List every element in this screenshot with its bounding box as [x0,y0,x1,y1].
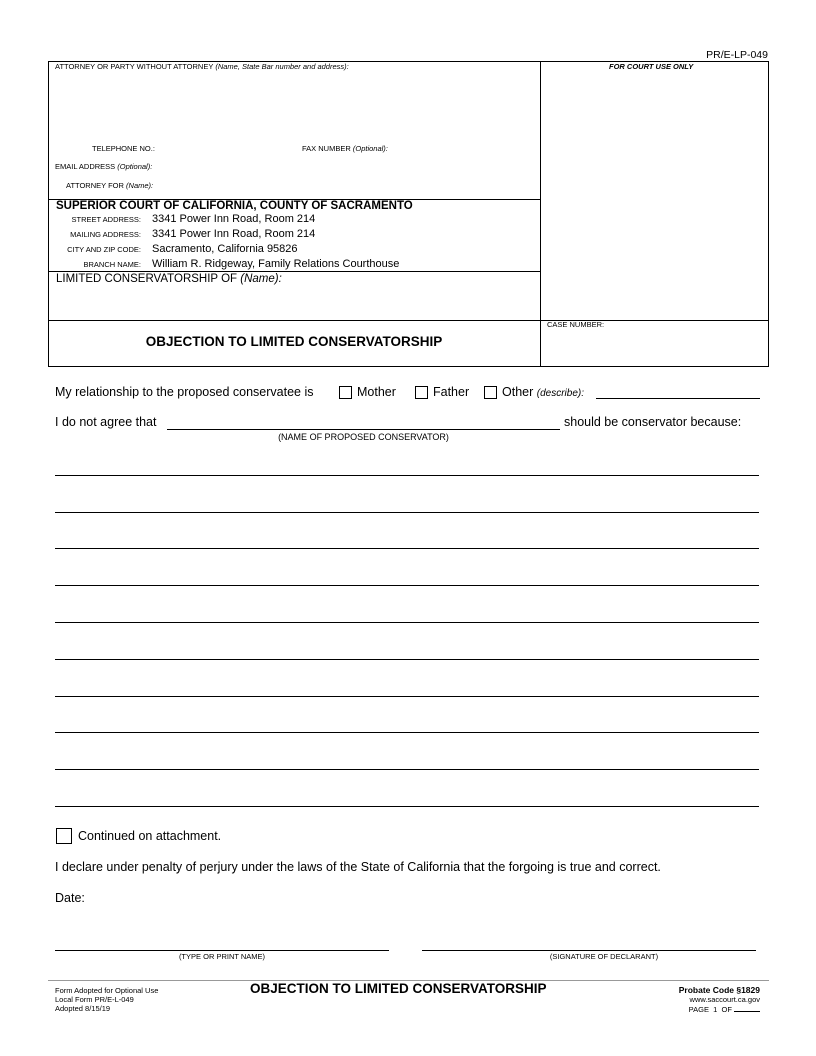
branch-value: William R. Ridgeway, Family Relations Courthouse [152,258,400,270]
street-value: 3341 Power Inn Road, Room 214 [152,213,316,225]
email-label: EMAIL ADDRESS (Optional): [55,162,153,171]
other-label: Other (describe): [502,385,584,399]
mailing-label: MAILING ADDRESS: [70,230,141,239]
footer-website: www.saccourt.ca.gov [689,995,760,1004]
court-name: SUPERIOR COURT OF CALIFORNIA, COUNTY OF SACRAMENTO [56,200,413,212]
form-title: OBJECTION TO LIMITED CONSERVATORSHIP [145,334,443,349]
reason-line[interactable] [55,548,759,549]
print-name-field[interactable] [55,950,389,951]
court-use-label: FOR COURT USE ONLY [609,62,694,71]
city-label: CITY AND ZIP CODE: [67,245,141,254]
relationship-text: My relationship to the proposed conservatee is [55,385,314,399]
mailing-value: 3341 Power Inn Road, Room 214 [152,228,316,240]
footer-adopted-line: Form Adopted for Optional Use [55,986,159,995]
footer-right [679,985,760,1015]
footer-page: PAGE 1 OF [679,1005,760,1015]
footer-adopted [55,986,158,1013]
branch-label: BRANCH NAME: [83,260,141,269]
page-total-field[interactable] [734,1005,760,1012]
footer-title: OBJECTION TO LIMITED CONSERVATORSHIP [250,981,547,996]
date-label: Date: [55,891,85,905]
street-label: STREET ADDRESS: [71,215,141,224]
reason-line[interactable] [55,769,759,770]
print-name-caption: (TYPE OR PRINT NAME) [178,952,266,961]
reason-line[interactable] [55,475,759,476]
signature-field[interactable] [422,950,756,951]
conservatorship-label: LIMITED CONSERVATORSHIP OF (Name): [56,273,282,285]
other-checkbox[interactable] [484,386,497,399]
disagree-suffix: should be conservator because: [564,415,742,429]
reason-line[interactable] [55,732,759,733]
form-id: PR/E-LP-049 [706,49,768,61]
other-describe-field[interactable] [596,398,760,399]
father-checkbox[interactable] [415,386,428,399]
proposed-conservator-caption: (NAME OF PROPOSED CONSERVATOR) [278,432,449,442]
reason-line[interactable] [55,622,759,623]
attorney-label: ATTORNEY OR PARTY WITHOUT ATTORNEY (Name, State Bar number and address): [55,62,349,71]
mother-checkbox[interactable] [339,386,352,399]
case-number-label: CASE NUMBER: [547,320,605,329]
continued-label: Continued on attachment. [78,829,222,843]
reason-line[interactable] [55,512,759,513]
disagree-prefix: I do not agree that [55,415,157,429]
reason-line[interactable] [55,806,759,807]
signature-caption: (SIGNATURE OF DECLARANT) [549,952,659,961]
footer-code: Probate Code §1829 [678,985,760,995]
proposed-conservator-field[interactable] [167,429,560,430]
continued-checkbox[interactable] [56,828,72,844]
fax-label: FAX NUMBER (Optional): [302,144,388,153]
attorney-for-label: ATTORNEY FOR (Name): [66,181,154,190]
reason-line[interactable] [55,659,759,660]
footer-adopted-line: Adopted 8/15/19 [55,1004,111,1013]
mother-label: Mother [357,385,396,399]
footer-adopted-line: Local Form PR/E-L-049 [55,995,134,1004]
city-value: Sacramento, California 95826 [152,243,298,255]
declaration-text: I declare under penalty of perjury under the laws of the State of California that the forgoing is true and correct. [55,860,661,874]
reason-line[interactable] [55,696,759,697]
reason-line[interactable] [55,585,759,586]
telephone-label: TELEPHONE NO.: [92,144,155,153]
father-label: Father [433,385,470,399]
